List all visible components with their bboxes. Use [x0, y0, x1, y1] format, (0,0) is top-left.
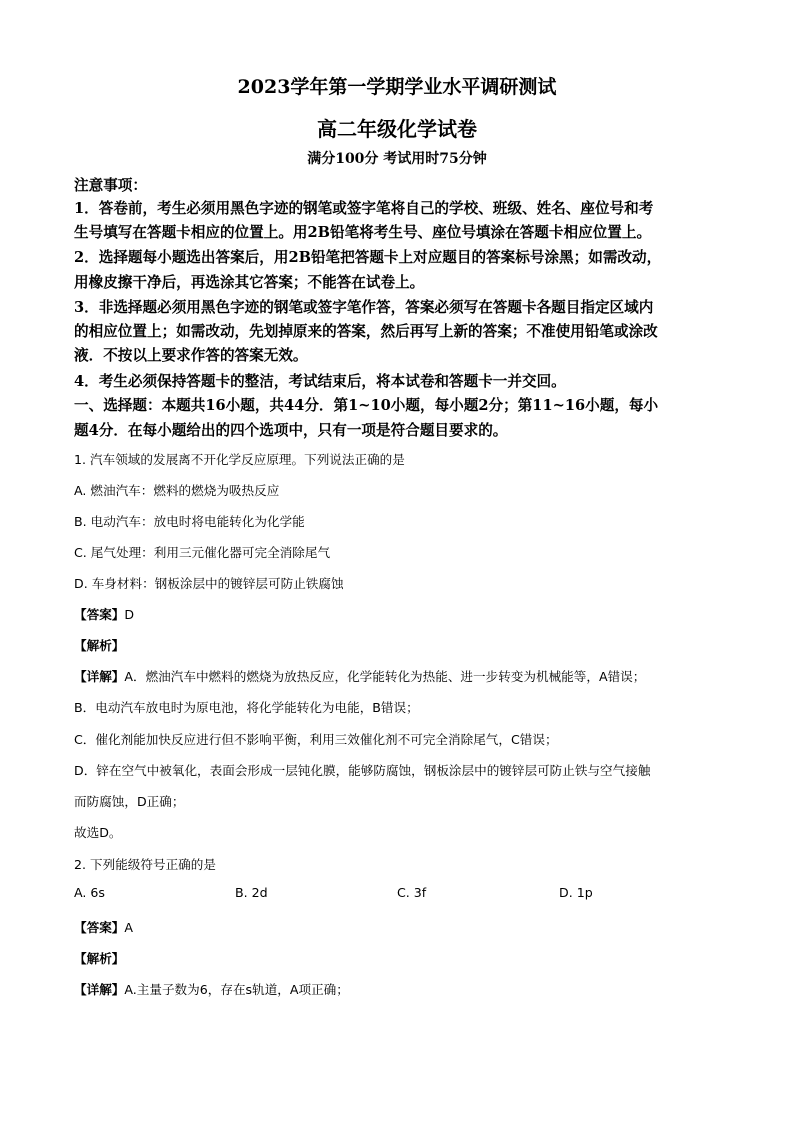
answer-value: A — [124, 920, 133, 935]
exam-subtitle: 高二年级化学试卷 — [317, 117, 477, 141]
question-1-detail-line — [74, 666, 645, 685]
answer-tag: 【答案】 — [74, 920, 125, 935]
detail-text: A．燃油汽车中燃料的燃烧为放热反应，化学能转化为热能、进一步转变为机械能等，A错误； — [124, 669, 646, 684]
question-1-answer — [74, 604, 134, 623]
exam-title: 2023学年第一学期学业水平调研测试 — [237, 76, 557, 98]
note-line: 2．选择题每小题选出答案后，用2B铅笔把答题卡上对应题目的答案标号涂黑；如需改动， — [74, 249, 662, 266]
detail-text: A.主量子数为6，存在s轨道，A项正确； — [124, 982, 349, 997]
question-1-option-a: A. 燃油汽车：燃料的燃烧为吸热反应 — [74, 483, 280, 498]
question-1-detail-line: B．电动汽车放电时为原电池，将化学能转化为电能，B错误； — [74, 700, 419, 715]
question-2-option-a: A. 6s — [74, 885, 105, 900]
question-1-detail-line: D．锌在空气中被氧化，表面会形成一层钝化膜，能够防腐蚀，钢板涂层中的镀锌层可防止铁与空气接触 — [74, 763, 651, 778]
question-2-analysis-tag — [74, 948, 124, 967]
question-2-answer — [74, 917, 133, 936]
question-2-option-d: D. 1p — [559, 885, 593, 900]
answer-value: D — [124, 607, 135, 622]
note-line: 液．不按以上要求作答的答案无效。 — [74, 347, 308, 364]
question-1-option-b: B. 电动汽车：放电时将电能转化为化学能 — [74, 514, 305, 529]
detail-tag: 【详解】 — [74, 982, 125, 997]
note-line: 用橡皮擦干净后，再选涂其它答案；不能答在试卷上。 — [74, 274, 425, 291]
question-1-option-d: D. 车身材料：钢板涂层中的镀锌层可防止铁腐蚀 — [74, 576, 344, 591]
analysis-tag: 【解析】 — [74, 951, 125, 966]
section-heading-cont: 题4分．在每小题给出的四个选项中，只有一项是符合题目要求的。 — [74, 422, 508, 439]
question-1-detail-line: 而防腐蚀，D正确； — [74, 794, 185, 809]
note-line: 生号填写在答题卡相应的位置上。用2B铅笔将考生号、座位号填涂在答题卡相应位置上。 — [74, 224, 652, 241]
note-line: 的相应位置上；如需改动，先划掉原来的答案，然后再写上新的答案；不准使用铅笔或涂改 — [74, 323, 658, 340]
question-2-detail-line — [74, 979, 349, 998]
analysis-tag: 【解析】 — [74, 638, 125, 653]
section-heading: 一、选择题：本题共16小题，共44分．第1~10小题，每小题2分；第11~16小题，每小 — [74, 397, 659, 414]
question-1-option-c: C. 尾气处理：利用三元催化器可完全消除尾气 — [74, 545, 331, 560]
answer-tag: 【答案】 — [74, 607, 125, 622]
question-1-stem: 1. 汽车领域的发展离不开化学反应原理。下列说法正确的是 — [74, 452, 405, 467]
detail-tag: 【详解】 — [74, 669, 125, 684]
note-line: 4．考生必须保持答题卡的整洁，考试结束后，将本试卷和答题卡一并交回。 — [74, 373, 566, 390]
question-2-stem: 2. 下列能级符号正确的是 — [74, 857, 216, 872]
exam-meta: 满分100分 考试用时75分钟 — [307, 151, 487, 167]
question-2-option-c: C. 3f — [397, 885, 427, 900]
note-line: 1．答卷前，考生必须用黑色字迹的钢笔或签字笔将自己的学校、班级、姓名、座位号和考 — [74, 200, 654, 217]
question-1-detail-line: C．催化剂能加快反应进行但不影响平衡，利用三效催化剂不可完全消除尾气，C错误； — [74, 732, 558, 747]
note-line: 3．非选择题必须用黑色字迹的钢笔或签字笔作答，答案必须写在答题卡各题目指定区域内 — [74, 299, 654, 316]
question-1-analysis-tag — [74, 635, 124, 654]
notes-heading: 注意事项： — [74, 177, 147, 194]
question-2-option-b: B. 2d — [235, 885, 268, 900]
question-1-conclusion: 故选D。 — [74, 825, 122, 840]
